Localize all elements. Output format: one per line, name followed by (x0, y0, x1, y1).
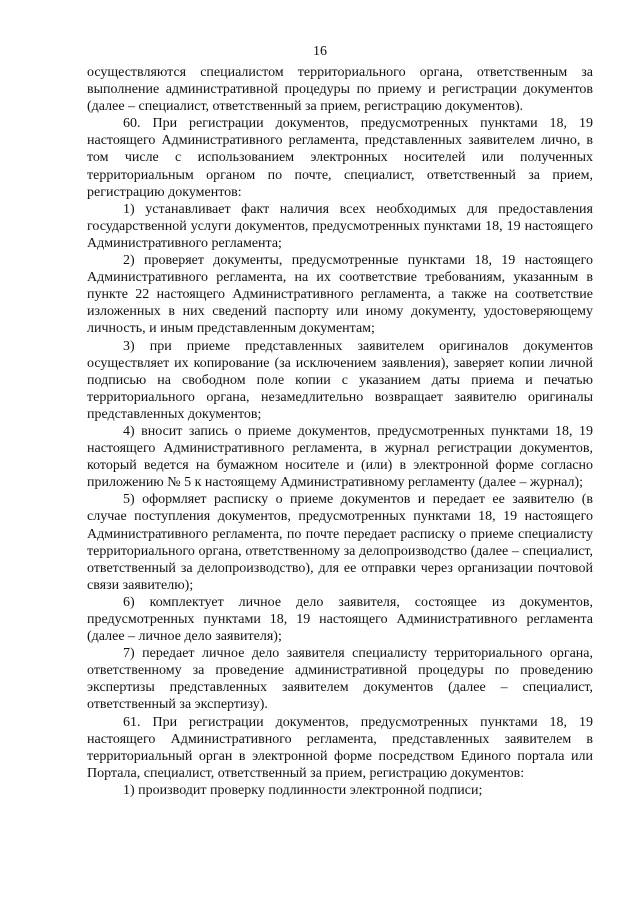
paragraph-continuation: осуществляются специалистом территориального органа, ответственным за выполнение административной процедуры по приему и регистрации документов (далее – специалист, ответственный за прием, регистрацию документов). (87, 65, 593, 115)
paragraph-60-item-1: 1) устанавливает факт наличия всех необходимых для предоставления государственной услуги документов, предусмотренных пунктами 18, 19 настоящего Административного регламента; (87, 201, 593, 251)
paragraph-60-item-6: 6) комплектует личное дело заявителя, состоящее из документов, предусмотренных пунктами 18, 19 настоящего Административного регламента (далее – личное дело заявителя); (87, 594, 593, 645)
paragraph-60-item-2: 2) проверяет документы, предусмотренные пунктами 18, 19 настоящего Административного регламента, на их соответствие требованиям, указанным в пункте 22 настоящего Административного регламента, а также на соответствие изложенных в них сведений паспорту или иному документу, удостоверяющему личность, и иным представленным документам; (87, 253, 593, 337)
paragraph-60-item-3: 3) при приеме представленных заявителем оригиналов документов осуществляет их копирование (за исключением заявления), заверяет копии личной подписью на свободном поле копии с указанием даты приема и печатью территориального органа, незамедлительно возвращает заявителю оригиналы представленных документов; (87, 338, 593, 422)
paragraph-60-item-4: 4) вносит запись о приеме документов, предусмотренных пунктами 18, 19 настоящего Административного регламента, в журнал регистрации документов, который ведется на бумажном носителе и (или) в электронной форме согласно приложению № 5 к настоящему Административному регламенту (далее – журнал); (87, 423, 593, 491)
paragraph-61: 61. При регистрации документов, предусмотренных пунктами 18, 19 настоящего Административного регламента, представленных заявителем в территориальный орган в электронной форме посредством Единого портала или Портала, специалист, ответственный за прием, регистрацию документов: (87, 714, 593, 781)
page-number: 16 (313, 44, 327, 59)
document-body (87, 64, 593, 799)
paragraph-60: 60. При регистрации документов, предусмотренных пунктами 18, 19 настоящего Административного регламента, представленных заявителем лично, в том числе с использованием электронных носителей или полученных территориальным органом по почте, специалист, ответственный за прием, регистрацию документов: (87, 116, 593, 200)
paragraph-60-item-7: 7) передает личное дело заявителя специалисту территориального органа, ответственному за проведение административной процедуры по проведению экспертизы представленных заявителем документов (далее – специалист, ответственный за экспертизу). (87, 646, 593, 713)
paragraph-60-item-5: 5) оформляет расписку о приеме документов и передает ее заявителю (в случае поступления документов, предусмотренных пунктами 18, 19 настоящего Административного регламента, по почте передает расписку о приеме специалисту территориального органа, ответственному за делопроизводство (далее – специалист, ответственный за делопроизводство), для ее отправки через организации почтовой связи заявителю); (87, 492, 593, 593)
paragraph-61-item-1: 1) производит проверку подлинности электронной подписи; (123, 782, 483, 798)
